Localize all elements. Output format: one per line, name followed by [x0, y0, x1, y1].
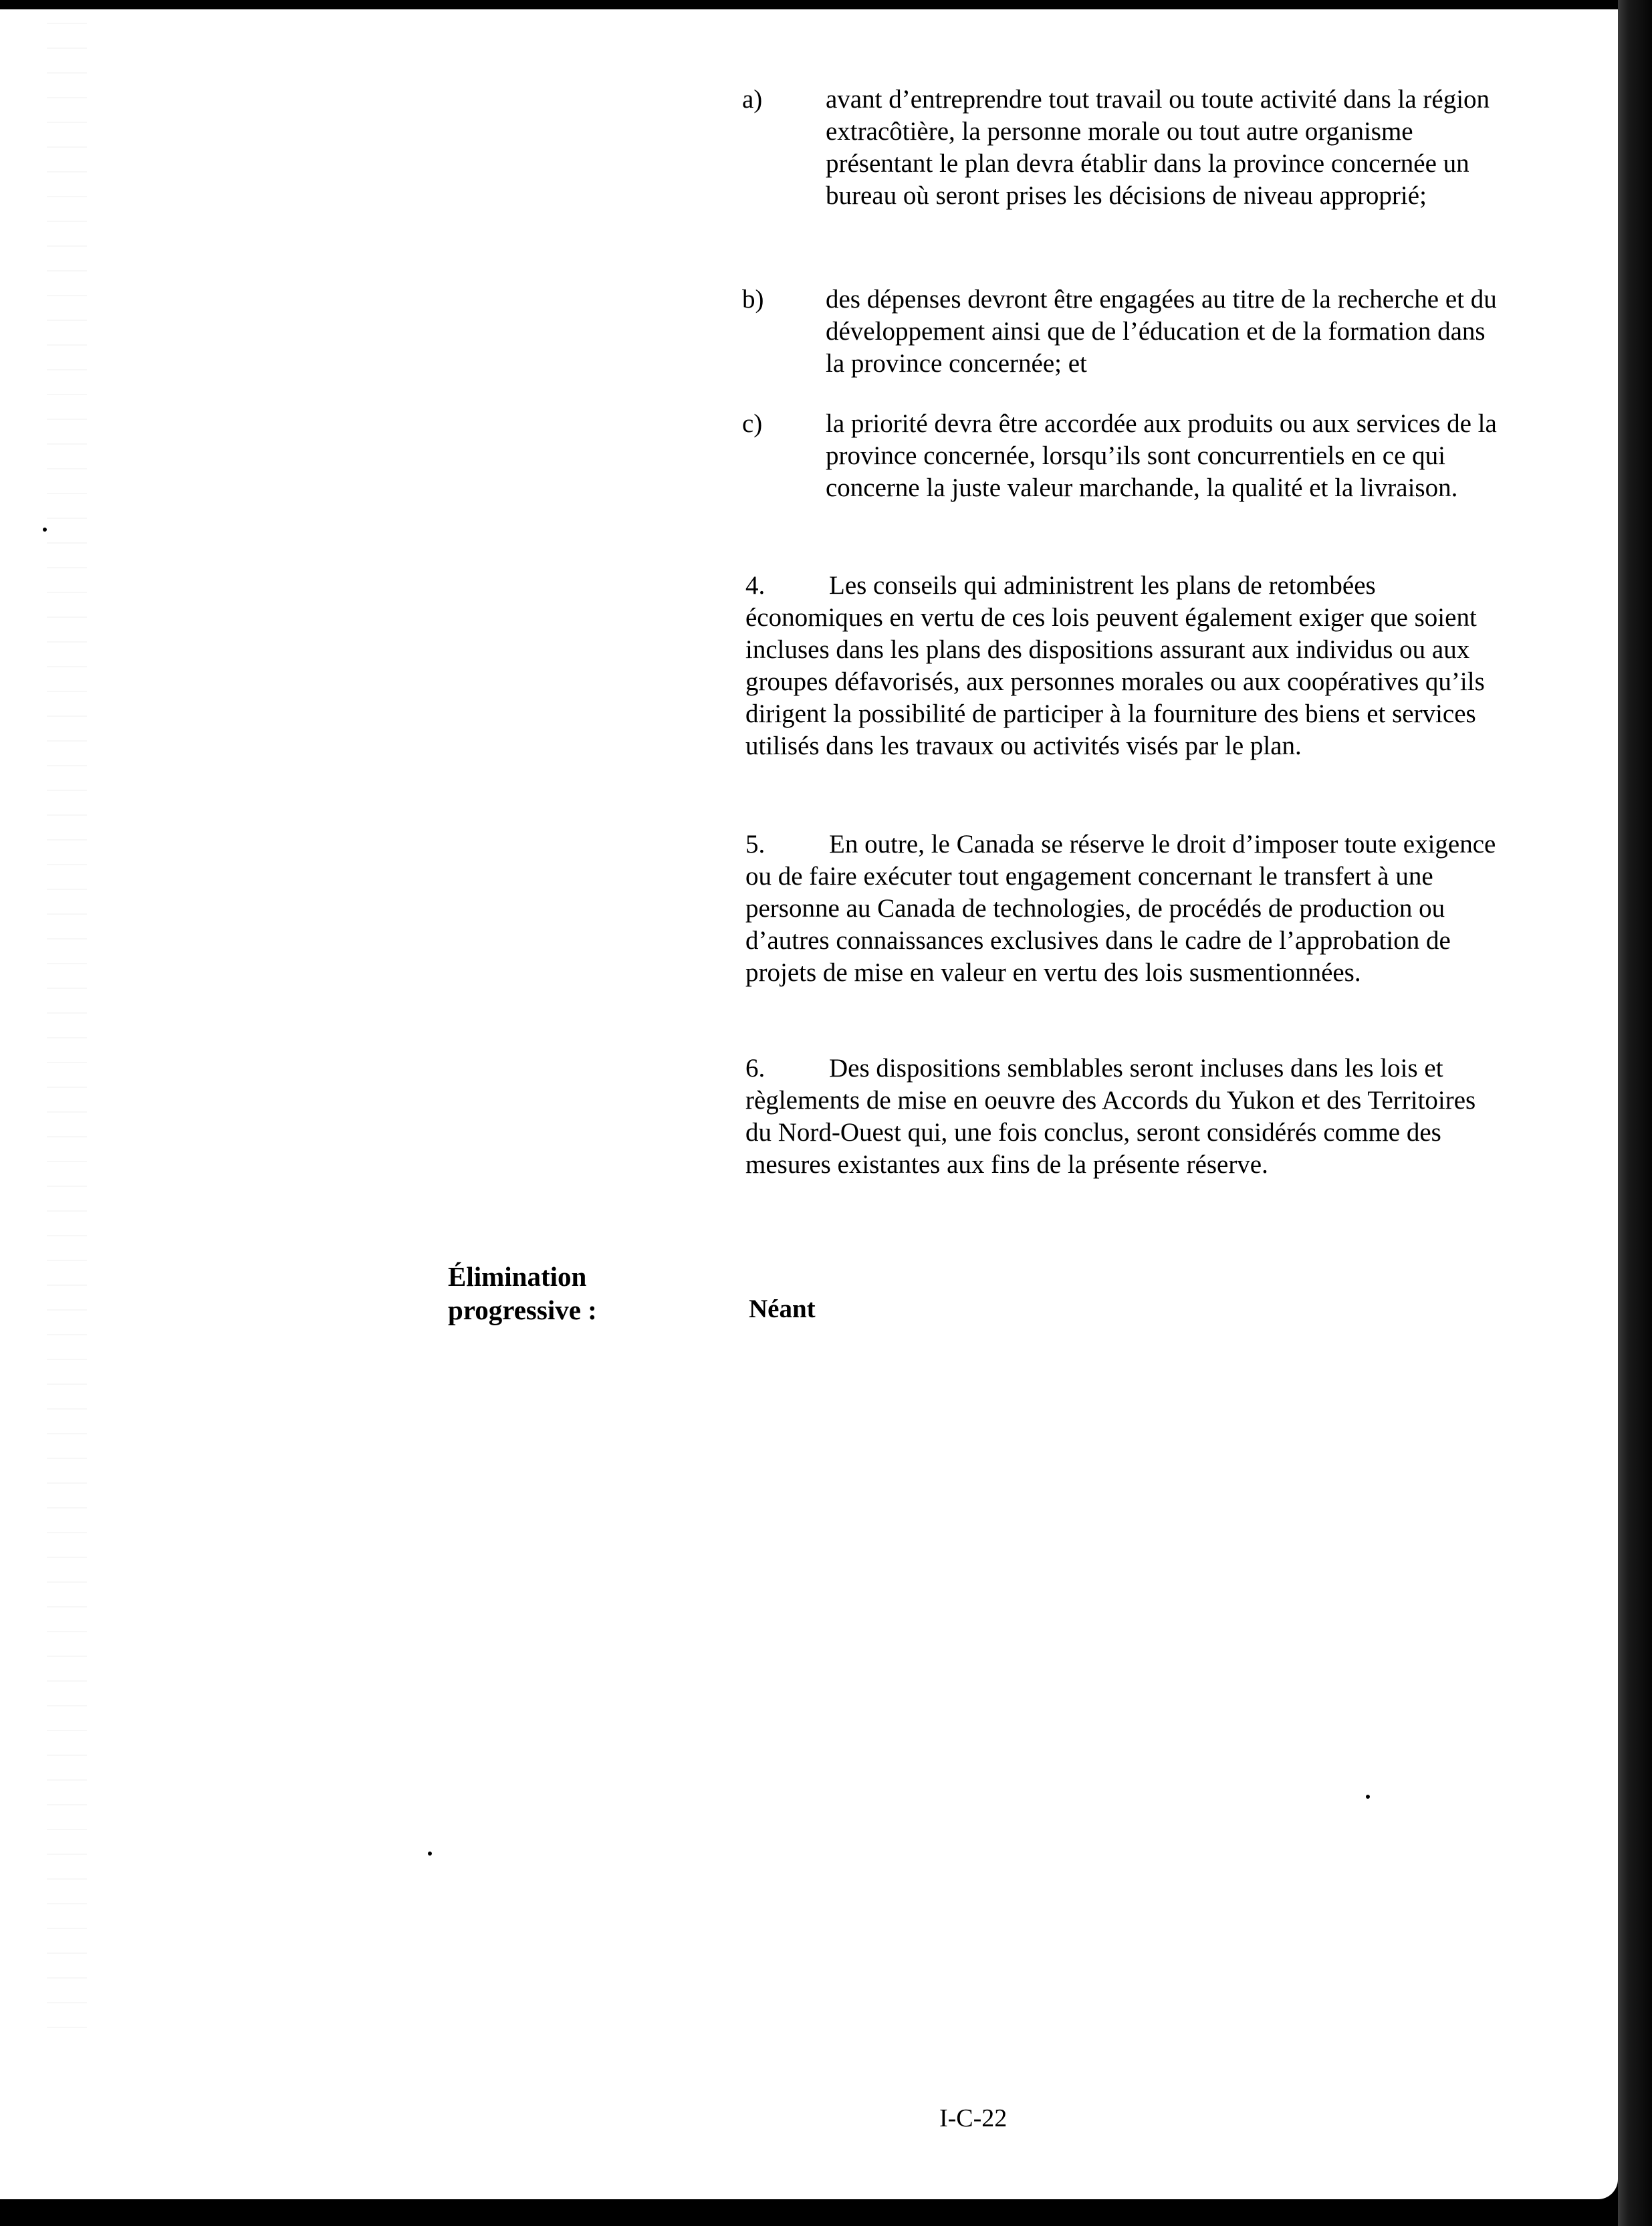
phase-out-label [448, 1260, 715, 1327]
item-a-text: avant d’entreprendre tout travail ou toute activité dans la région extracôtière, la personne morale ou tout autre organisme présentant le plan devra établir dans la province concernée un bureau où seront prises les décisions de niveau approprié; [826, 85, 1490, 210]
paragraph-5-number: 5. [745, 830, 765, 859]
item-b-marker: b) [742, 285, 764, 314]
document-page [0, 9, 1618, 2199]
paragraph-4-text: Les conseils qui administrent les plans de retombées économiques en vertu de ces lois peuvent également exiger que soient incluses dans les plans des dispositions assurant aux individus ou aux groupes défavorisés, aux personnes morales ou aux coopératives qu’ils dirigent la possibilité de participer à la fourniture des biens et services utilisés dans les travaux ou activités visés par le plan. [745, 571, 1485, 760]
paragraph-6-number: 6. [745, 1054, 765, 1083]
item-b-text: des dépenses devront être engagées au titre de la recherche et du développement ainsi que de l’éducation et de la formation dans la province concernée; et [826, 285, 1497, 378]
paragraph-4 [745, 570, 1501, 762]
paragraph-6 [745, 1052, 1501, 1181]
item-a-marker: a) [742, 85, 763, 114]
phase-out-label-line2: progressive : [448, 1295, 597, 1325]
paragraph-6-text: Des dispositions semblables seront incluses dans les lois et règlements de mise en oeuvre des Accords du Yukon et des Territoires du Nord-Ouest qui, une fois conclus, seront considérés comme des mesures existantes aux fins de la présente réserve. [745, 1054, 1476, 1179]
scan-dot [428, 1852, 432, 1856]
scan-dot [43, 528, 47, 532]
page-edge-shadow [1618, 0, 1652, 2226]
phase-out-label-line1: Élimination [448, 1261, 587, 1292]
scan-speckle [47, 23, 87, 2029]
item-c-marker: c) [742, 409, 763, 438]
page-number: I-C-22 [939, 2104, 1008, 2132]
paragraph-5 [745, 828, 1501, 989]
item-c-text: la priorité devra être accordée aux produits ou aux services de la province concernée, lorsqu’ils sont concurrentiels en ce qui concerne la juste valeur marchande, la qualité et la livraison. [826, 409, 1497, 502]
phase-out-value: Néant [749, 1295, 816, 1323]
scan-dot [1366, 1795, 1370, 1799]
paragraph-4-number: 4. [745, 571, 765, 600]
paragraph-5-text: En outre, le Canada se réserve le droit d’imposer toute exigence ou de faire exécuter tout engagement concernant le transfert à une personne au Canada de technologies, de procédés de production ou d’autres connaissances exclusives dans le cadre de l’approbation de projets de mise en valeur en vertu des lois susmentionnées. [745, 830, 1496, 987]
